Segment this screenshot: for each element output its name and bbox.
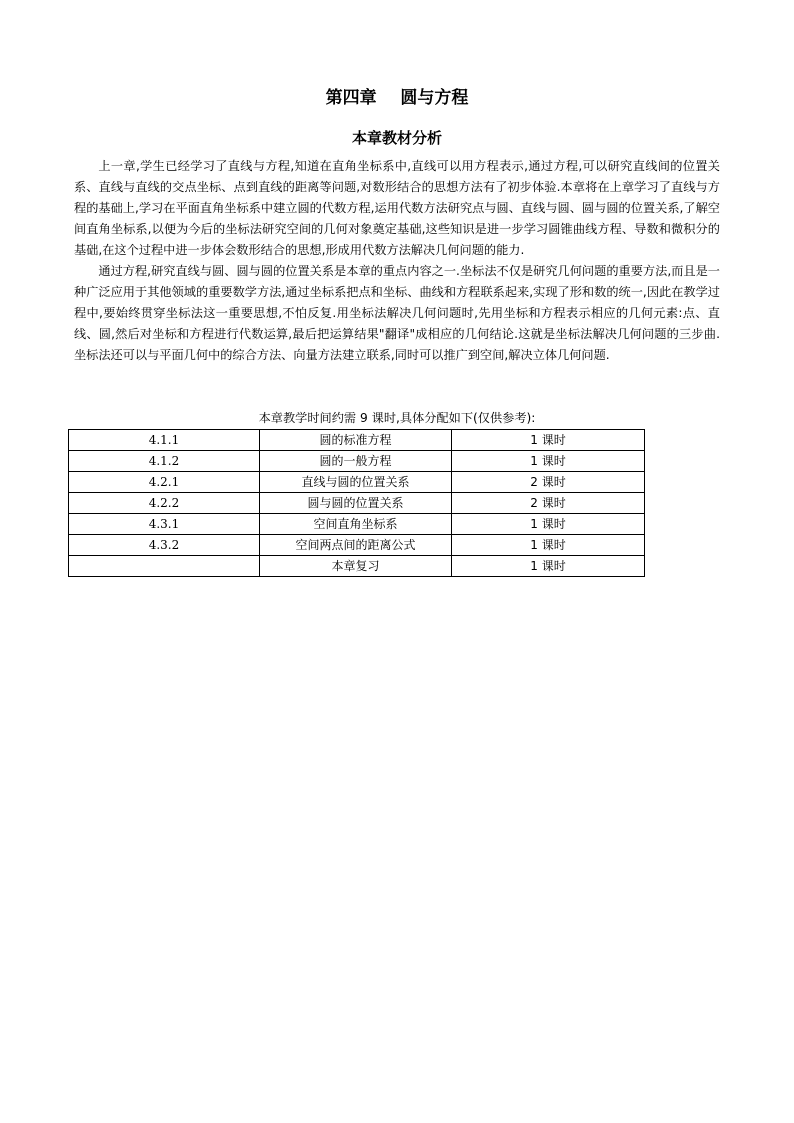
table-row xyxy=(69,493,645,514)
schedule-table xyxy=(68,429,645,577)
topic-cell: 直线与圆的位置关系 xyxy=(260,472,452,493)
table-caption: 本章教学时间约需 9 课时,具体分配如下(仅供参考): xyxy=(258,411,536,425)
section-number-cell xyxy=(69,556,260,577)
paragraph-2: 通过方程,研究直线与圆、圆与圆的位置关系是本章的重点内容之一.坐标法不仅是研究几何问题的重要方法,而且是一种广泛应用于其他领域的重要数学方法,通过坐标系把点和坐标、曲线和方程联系起来,实现了形和数的统一,因此在教学过程中,要始终贯穿坐标法这一重要思想,不怕反复.用坐标法解决几何问题时,先用坐标和方程表示相应的几何元素:点、直线、圆,然后对坐标和方程进行代数运算,最后把运算结果"翻译"成相应的几何结论.这就是坐标法解决几何问题的三步曲.坐标法还可以与平面几何中的综合方法、向量方法建立联系,同时可以推广到空间,解决立体几何问题. xyxy=(74,264,720,362)
hours-cell: 1 课时 xyxy=(452,514,645,535)
section-number-cell: 4.2.1 xyxy=(69,472,260,493)
paragraph-1: 上一章,学生已经学习了直线与方程,知道在直角坐标系中,直线可以用方程表示,通过方程,可以研究直线间的位置关系、直线与直线的交点坐标、点到直线的距离等问题,对数形结合的思想方法有了初步体验.本章将在上章学习了直线与方程的基础上,学习在平面直角坐标系中建立圆的代数方程,运用代数方法研究点与圆、直线与圆、圆与圆的位置关系,了解空间直角坐标系,以便为今后的坐标法研究空间的几何对象奠定基础,这些知识是进一步学习圆锥曲线方程、导数和微积分的基础,在这个过程中进一步体会数形结合的思想,形成用代数方法解决几何问题的能力. xyxy=(74,159,720,257)
table-row xyxy=(69,514,645,535)
topic-cell: 空间直角坐标系 xyxy=(260,514,452,535)
table-row xyxy=(69,535,645,556)
hours-cell: 1 课时 xyxy=(452,556,645,577)
section-title: 本章教材分析 xyxy=(351,129,442,147)
table-row xyxy=(69,556,645,577)
body-text xyxy=(74,156,720,366)
table-row xyxy=(69,451,645,472)
topic-cell: 本章复习 xyxy=(260,556,452,577)
section-number-cell: 4.3.1 xyxy=(69,514,260,535)
section-number-cell: 4.2.2 xyxy=(69,493,260,514)
section-number-cell: 4.3.2 xyxy=(69,535,260,556)
hours-cell: 2 课时 xyxy=(452,472,645,493)
topic-cell: 空间两点间的距离公式 xyxy=(260,535,452,556)
topic-cell: 圆与圆的位置关系 xyxy=(260,493,452,514)
hours-cell: 1 课时 xyxy=(452,535,645,556)
hours-cell: 1 课时 xyxy=(452,451,645,472)
table-row xyxy=(69,430,645,451)
hours-cell: 2 课时 xyxy=(452,493,645,514)
table-row xyxy=(69,472,645,493)
section-number-cell: 4.1.2 xyxy=(69,451,260,472)
hours-cell: 1 课时 xyxy=(452,430,645,451)
topic-cell: 圆的标准方程 xyxy=(260,430,452,451)
section-number-cell: 4.1.1 xyxy=(69,430,260,451)
topic-cell: 圆的一般方程 xyxy=(260,451,452,472)
chapter-title: 第四章 圆与方程 xyxy=(325,88,469,108)
